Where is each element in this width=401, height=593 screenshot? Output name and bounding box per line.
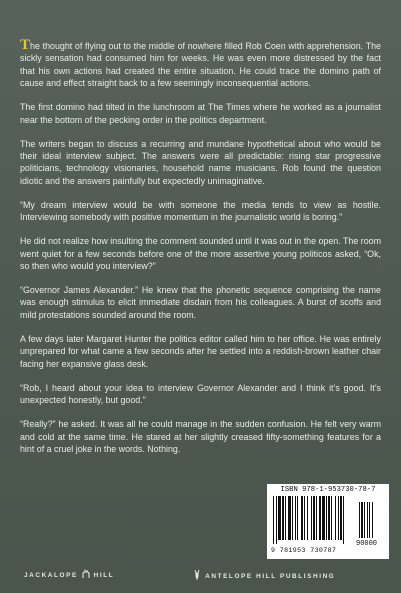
barcode-bar xyxy=(319,496,321,540)
dropcap: T xyxy=(20,37,31,53)
barcode-bar xyxy=(335,496,336,540)
barcode-bar xyxy=(288,496,291,540)
antelope-icon xyxy=(192,569,202,580)
barcode-bar xyxy=(301,496,303,540)
barcode-bar xyxy=(316,496,317,540)
paragraph-6: “Governor James Alexander.” He knew that the phonetic sequence comprising the name was enough stimulus to elicit immediate disdain from his colleagues. A burst of scoffs and mild protestations sounded around the room. xyxy=(20,285,381,320)
jackalope-icon xyxy=(81,569,90,579)
barcode-bar xyxy=(307,496,308,540)
barcode-bar xyxy=(326,496,327,540)
barcode-bar xyxy=(313,496,315,540)
barcode-addon-bar xyxy=(372,502,373,538)
barcode-addon-bar xyxy=(367,502,368,538)
paragraph-2: The first domino had tilted in the lunchroom at The Times where he worked as a journalist near the bottom of the pecking order in the politics department. xyxy=(20,102,381,125)
barcode-bar xyxy=(343,496,344,544)
paragraph-7: A few days later Margaret Hunter the politics editor called him to her office. He was entirely unprepared for what came a few seconds after he settled into a reddish-brown leather chair facing her expansive glass desk. xyxy=(20,333,381,369)
barcode-bar xyxy=(292,496,293,540)
barcode-bar xyxy=(328,496,330,540)
barcode-addon-bar xyxy=(364,502,365,538)
barcode-bar xyxy=(295,496,296,540)
barcode-addon-bar xyxy=(369,502,370,538)
barcode-bar xyxy=(311,496,312,540)
paragraph-1: The thought of flying out to the middle of nowhere filled Rob Coen with apprehension. The sickly sensation had consumed him for weeks. He was even more distressed by the fact that his own actions had created the entire situation. He could trace the domino path of cause and effect straight back to a few seemingly inconsequential actions. xyxy=(20,37,381,89)
barcode-bar xyxy=(282,496,284,540)
barcode-bar xyxy=(340,496,342,540)
barcode-bar xyxy=(304,496,305,540)
barcode-addon-bar xyxy=(359,502,360,538)
paragraph-4: “My dream interview would be with someone the media tends to view as hostile. Interviewing somebody with positive momentum in the journalistic world is boring.” xyxy=(20,199,381,223)
barcode-bar xyxy=(273,496,274,544)
paragraph-5: He did not realize how insulting the comment sounded until it was out in the open. The room went quiet for a few seconds before one of the more assertive young politicos asked, “Ok, so then who would you interview?” xyxy=(20,236,381,272)
barcode-bar xyxy=(297,496,298,540)
publisher-footer xyxy=(0,567,401,581)
paragraph-9: “Really?” he asked. It was all he could manage in the sudden confusion. He felt very warm and cold at the same time. He stared at her slightly creased fifty-something features for a hint of a cruel joke in the words. Nothing. xyxy=(20,419,381,454)
publisher-right: ANTELOPE HILL PUBLISHING xyxy=(192,569,335,580)
isbn-label: ISBN 978-1-953730-78-7 xyxy=(280,486,376,494)
paragraph-3: The writers began to discuss a recurring and mundane hypothetical about who would be their ideal interview subject. The answers were all predictable: rising star progressive politicians, technology visionaries, household name musicians. Rob found the question idiotic and the answers painfully but expectedly unimaginative. xyxy=(20,138,381,186)
paragraph-8: “Rob, I heard about your idea to interview Governor Alexander and I think it’s good. It’s unexpected honestly, but good.” xyxy=(20,382,381,406)
barcode-bar xyxy=(322,496,325,540)
barcode-bar xyxy=(285,496,286,540)
barcode-bar xyxy=(276,496,277,544)
barcode-digits: 9 781953 730787 xyxy=(271,547,337,554)
barcode-bars xyxy=(271,496,385,546)
excerpt-text xyxy=(20,37,381,467)
publisher-left: JACKALOPE HILL xyxy=(24,569,114,579)
barcode-bar xyxy=(338,496,339,540)
barcode-addon-bar xyxy=(361,502,363,538)
barcode-bar xyxy=(278,496,281,540)
barcode-bar xyxy=(331,496,332,540)
price-code: 90000 xyxy=(356,540,378,548)
isbn-barcode xyxy=(267,484,389,559)
